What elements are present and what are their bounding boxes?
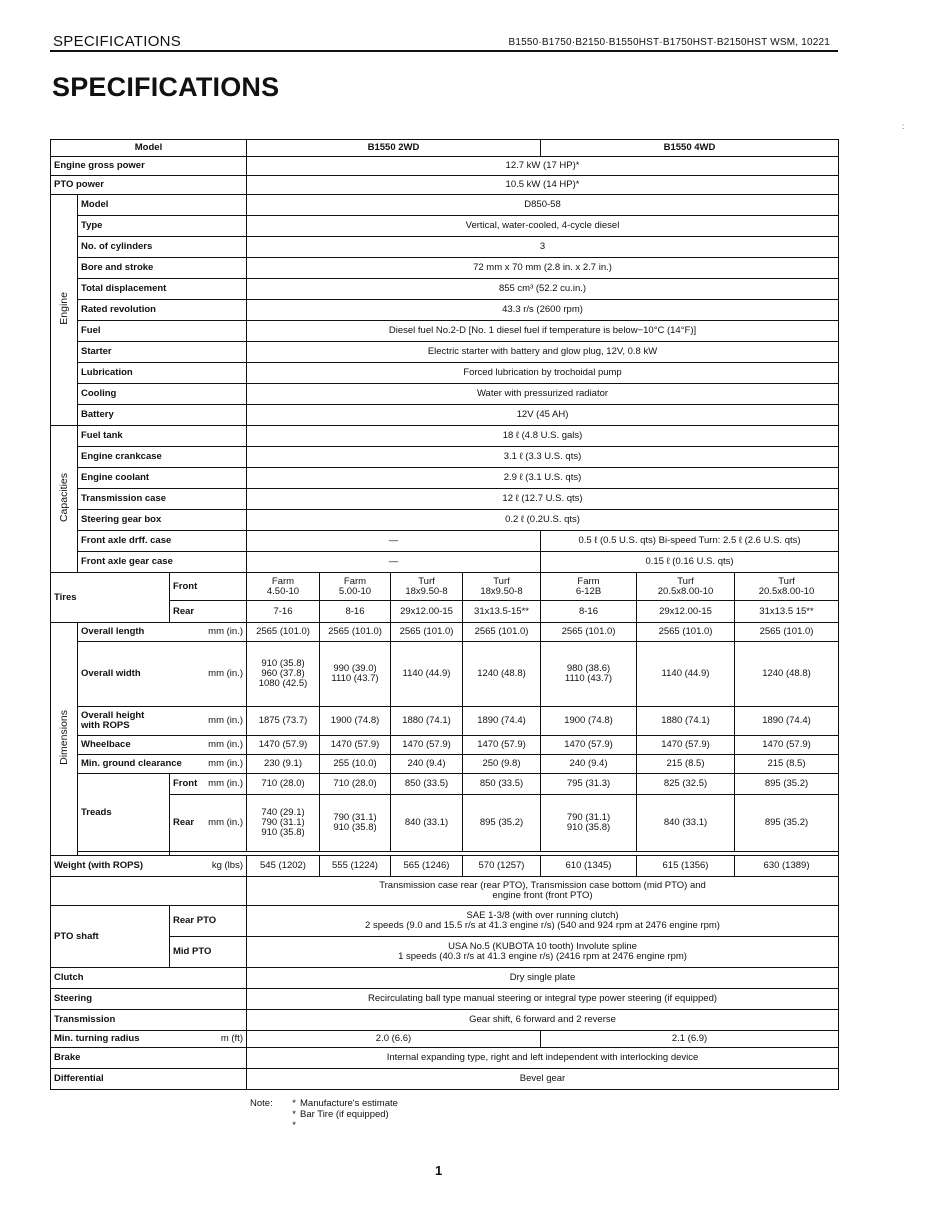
treads-front-label [170,774,247,795]
spec-value: 2565 (101.0) [463,623,541,642]
table-row [51,216,839,237]
spec-label-text: Rear [173,817,195,828]
table-row [51,237,839,258]
spec-value: Farm 5.00-10 [320,573,391,601]
spec-value: 825 (32.5) [637,774,735,795]
capacities-group-label [51,426,78,573]
spec-value: 1140 (44.9) [637,642,735,707]
table-row [51,1069,839,1090]
spec-label: Front axle gear case [78,552,247,573]
spec-value: Turf 20.5x8.00-10 [637,573,735,601]
spec-value: 2.9 ℓ (3.1 U.S. qts) [247,468,839,489]
spec-value: 850 (33.5) [463,774,541,795]
table-row [51,447,839,468]
spec-value: 0.15 ℓ (0.16 U.S. qts) [541,552,839,573]
spec-label [51,1031,247,1048]
header-section-title: SPECIFICATIONS [53,33,182,50]
spec-value: 1900 (74.8) [541,707,637,736]
table-row [51,489,839,510]
spec-value: 10.5 kW (14 HP)* [247,176,839,195]
spec-value: 2.1 (6.9) [541,1031,839,1048]
spec-value: 1470 (57.9) [637,736,735,755]
table-row [51,531,839,552]
spec-label: Lubrication [78,363,247,384]
spec-value: Electric starter with battery and glow plug, 12V, 0.8 kW [247,342,839,363]
spec-label [51,856,247,877]
spec-label [78,755,247,774]
spec-label-text: Overall height with ROPS [81,710,145,731]
spec-value: 8-16 [320,601,391,623]
spec-value: 1880 (74.1) [391,707,463,736]
note-text: Bar Tire (if equipped) [300,1109,389,1120]
spec-label-text: Front [173,778,198,789]
spec-value: Bevel gear [247,1069,839,1090]
note-row [250,1109,398,1131]
pto-shaft-label: PTO shaft [51,906,170,968]
table-row [51,195,839,216]
header-rule [50,50,838,52]
spec-value: 1240 (48.8) [735,642,839,707]
spec-value: 2565 (101.0) [391,623,463,642]
margin-mark: : [902,122,905,131]
tires-rear-label: Rear [170,601,247,623]
spec-value: 710 (28.0) [247,774,320,795]
tires-label: Tires [51,573,170,623]
note-mark: * * [292,1109,296,1131]
spec-value: 1470 (57.9) [247,736,320,755]
spec-value: 790 (31.1) 910 (35.8) [541,795,637,852]
spec-label: Differential [51,1069,247,1090]
spec-label: No. of cylinders [78,237,247,258]
table-row [51,755,839,774]
specifications-table [50,139,839,1090]
unit-label: mm (in.) [208,739,243,750]
spec-label: Fuel tank [78,426,247,447]
table-row [51,601,839,623]
unit-label: mm (in.) [208,817,243,828]
table-row [51,968,839,989]
table-row [51,552,839,573]
spec-value: 990 (39.0) 1110 (43.7) [320,642,391,707]
spec-value: 2565 (101.0) [320,623,391,642]
spec-value: 2565 (101.0) [735,623,839,642]
table-row [51,937,839,968]
spec-value: 1470 (57.9) [541,736,637,755]
spec-value: 7-16 [247,601,320,623]
table-row [51,384,839,405]
spec-value: 8-16 [541,601,637,623]
spec-label: PTO power [51,176,247,195]
model-header: Model [51,140,247,157]
spec-value: 2.0 (6.6) [247,1031,541,1048]
spec-value: 31x13.5-15** [463,601,541,623]
spec-value: 840 (33.1) [637,795,735,852]
note-row [250,1098,398,1109]
pto-location-value: Transmission case rear (rear PTO), Transmission case bottom (mid PTO) and engine front (front PTO) [247,877,839,906]
spec-value: 630 (1389) [735,856,839,877]
spec-value: 740 (29.1) 790 (31.1) 910 (35.8) [247,795,320,852]
spec-value: 240 (9.4) [541,755,637,774]
rear-pto-label: Rear PTO [170,906,247,937]
spec-value: 980 (38.6) 1110 (43.7) [541,642,637,707]
spec-value: 29x12.00-15 [637,601,735,623]
spec-value: 555 (1224) [320,856,391,877]
page-number: 1 [435,1163,443,1178]
spec-value: Internal expanding type, right and left independent with interlocking device [247,1048,839,1069]
spec-value: 610 (1345) [541,856,637,877]
group-label-text: Capacities [58,472,70,523]
spec-value: 1470 (57.9) [391,736,463,755]
spec-label [78,623,247,642]
spec-value: 1900 (74.8) [320,707,391,736]
spec-label: Rated revolution [78,300,247,321]
spec-value: Recirculating ball type manual steering or integral type power steering (if equipped) [247,989,839,1010]
table-row [51,342,839,363]
unit-label: m (ft) [220,1033,243,1044]
spec-value: 18 ℓ (4.8 U.S. gals) [247,426,839,447]
engine-group-label [51,195,78,426]
spec-value: 230 (9.1) [247,755,320,774]
unit-label: mm (in.) [208,626,243,637]
spec-value: Farm 4.50-10 [247,573,320,601]
model-4wd-header: B1550 4WD [541,140,839,157]
spec-value: 910 (35.8) 960 (37.8) 1080 (42.5) [247,642,320,707]
spec-value: 240 (9.4) [391,755,463,774]
table-row [51,795,839,852]
table-row [51,774,839,795]
spec-label: Transmission [51,1010,247,1031]
table-row [51,468,839,489]
note-label: Note: [250,1098,273,1109]
spec-label: Brake [51,1048,247,1069]
spec-value: 895 (35.2) [735,795,839,852]
spec-value: 850 (33.5) [391,774,463,795]
spec-label [78,736,247,755]
spec-value: 0.2 ℓ (0.2U.S. qts) [247,510,839,531]
unit-label: mm (in.) [208,715,243,726]
table-row [51,176,839,195]
table-row [51,258,839,279]
spec-value: 795 (31.3) [541,774,637,795]
spec-value: Dry single plate [247,968,839,989]
spec-label-text: Weight (with ROPS) [54,860,144,871]
spec-value: 840 (33.1) [391,795,463,852]
spec-value: Turf 18x9.50-8 [391,573,463,601]
spec-value: 72 mm x 70 mm (2.8 in. x 2.7 in.) [247,258,839,279]
unit-label: mm (in.) [208,668,243,679]
spec-value: 1470 (57.9) [320,736,391,755]
treads-rear-label [170,795,247,852]
spec-value: 565 (1246) [391,856,463,877]
spec-value: 29x12.00-15 [391,601,463,623]
spec-value: Turf 18x9.50-8 [463,573,541,601]
spec-value: 1240 (48.8) [463,642,541,707]
spec-value: 615 (1356) [637,856,735,877]
specifications-table-body [51,140,839,1090]
group-label-text: Engine [58,292,70,325]
spec-label: Steering [51,989,247,1010]
spec-value: 0.5 ℓ (0.5 U.S. qts) Bi-speed Turn: 2.5 ℓ (2.6 U.S. qts) [541,531,839,552]
spec-label-text: Min. ground clearance [81,758,182,769]
spec-value: 12.7 kW (17 HP)* [247,157,839,176]
unit-label: mm (in.) [208,758,243,769]
spec-label: Battery [78,405,247,426]
table-row [51,856,839,877]
notes [250,1098,398,1131]
table-row [51,157,839,176]
spec-value: — [247,531,541,552]
spec-value: 570 (1257) [463,856,541,877]
spec-value: 1470 (57.9) [735,736,839,755]
spec-label: Engine gross power [51,157,247,176]
spec-label: Clutch [51,968,247,989]
spec-value: Diesel fuel No.2-D [No. 1 diesel fuel if temperature is below−10°C (14°F)] [247,321,839,342]
table-row [51,405,839,426]
table-row [51,426,839,447]
spec-value: Water with pressurized radiator [247,384,839,405]
mid-pto-value: USA No.5 (KUBOTA 10 tooth) Involute spline 1 speeds (40.3 r/s at 41.3 engine r/s) (2416 rpm at 2476 engine rpm) [247,937,839,968]
spec-value: Gear shift, 6 forward and 2 reverse [247,1010,839,1031]
note-text: Manufacture's estimate [300,1098,398,1109]
spec-label: Starter [78,342,247,363]
spec-value: 12V (45 AH) [247,405,839,426]
table-row [51,321,839,342]
rear-pto-value: SAE 1-3/8 (with over running clutch) 2 speeds (9.0 and 15.5 r/s at 41.3 engine r/s) (540 and 924 rpm at 2476 engine rpm) [247,906,839,937]
table-row [51,623,839,642]
dimensions-group-label [51,623,78,856]
spec-value: 1880 (74.1) [637,707,735,736]
table-row [51,707,839,736]
spec-label: Engine coolant [78,468,247,489]
spec-value: 2565 (101.0) [247,623,320,642]
spec-value: 2565 (101.0) [541,623,637,642]
spec-value: 1140 (44.9) [391,642,463,707]
spec-value: Turf 20.5x8.00-10 [735,573,839,601]
spec-value: Farm 6-12B [541,573,637,601]
table-row [51,300,839,321]
group-label-text: Dimensions [58,710,70,765]
table-row [51,510,839,531]
unit-label: mm (in.) [208,778,243,789]
spec-value: 43.3 r/s (2600 rpm) [247,300,839,321]
table-row [51,989,839,1010]
spec-label: Bore and stroke [78,258,247,279]
spec-value: 1875 (73.7) [247,707,320,736]
table-row [51,736,839,755]
table-row [51,140,839,157]
table-row [51,1010,839,1031]
spec-value: 250 (9.8) [463,755,541,774]
table-row [51,642,839,707]
tires-front-label: Front [170,573,247,601]
spec-value: 1470 (57.9) [463,736,541,755]
table-row [51,279,839,300]
table-row [51,1048,839,1069]
spec-label: Steering gear box [78,510,247,531]
spec-value: D850-58 [247,195,839,216]
spec-value: 12 ℓ (12.7 U.S. qts) [247,489,839,510]
spec-label: Total displacement [78,279,247,300]
spec-label-text: Wheelbace [81,739,131,750]
spec-label-text: Overall width [81,668,141,679]
spec-value: Forced lubrication by trochoidal pump [247,363,839,384]
spec-value: 710 (28.0) [320,774,391,795]
unit-label: kg (lbs) [211,860,243,871]
spec-value: 255 (10.0) [320,755,391,774]
spec-value: 3 [247,237,839,258]
header-model-list: B1550·B1750·B2150·B1550HST·B1750HST·B2150HST WSM, 10221 [508,37,830,48]
spec-value: 3.1 ℓ (3.3 U.S. qts) [247,447,839,468]
spec-value: 790 (31.1) 910 (35.8) [320,795,391,852]
spec-value: Vertical, water-cooled, 4-cycle diesel [247,216,839,237]
spec-label: Type [78,216,247,237]
table-row [51,363,839,384]
spec-label: Engine crankcase [78,447,247,468]
model-2wd-header: B1550 2WD [247,140,541,157]
spec-label: Fuel [78,321,247,342]
mid-pto-label: Mid PTO [170,937,247,968]
spec-value: 895 (35.2) [463,795,541,852]
page-title: SPECIFICATIONS [52,72,280,102]
treads-label: Treads [78,774,170,852]
table-row [51,906,839,937]
spec-value: 215 (8.5) [735,755,839,774]
spec-value: 1890 (74.4) [463,707,541,736]
spec-label [78,707,247,736]
spec-label: Front axle drff. case [78,531,247,552]
pto-location-label-empty [51,877,247,906]
spec-value: 215 (8.5) [637,755,735,774]
spec-value: 31x13.5 15** [735,601,839,623]
spec-label: Model [78,195,247,216]
note-mark: * [292,1098,296,1109]
spec-label-text: Min. turning radius [54,1033,140,1044]
spec-value: 855 cm³ (52.2 cu.in.) [247,279,839,300]
spec-value: 2565 (101.0) [637,623,735,642]
spec-label: Cooling [78,384,247,405]
table-row [51,877,839,906]
table-row [51,1031,839,1048]
spec-value: 895 (35.2) [735,774,839,795]
spec-label: Transmission case [78,489,247,510]
spec-value: 545 (1202) [247,856,320,877]
spec-label-text: Overall length [81,626,145,637]
spec-value: 1890 (74.4) [735,707,839,736]
spec-label [78,642,247,707]
table-row [51,573,839,601]
spec-value: — [247,552,541,573]
